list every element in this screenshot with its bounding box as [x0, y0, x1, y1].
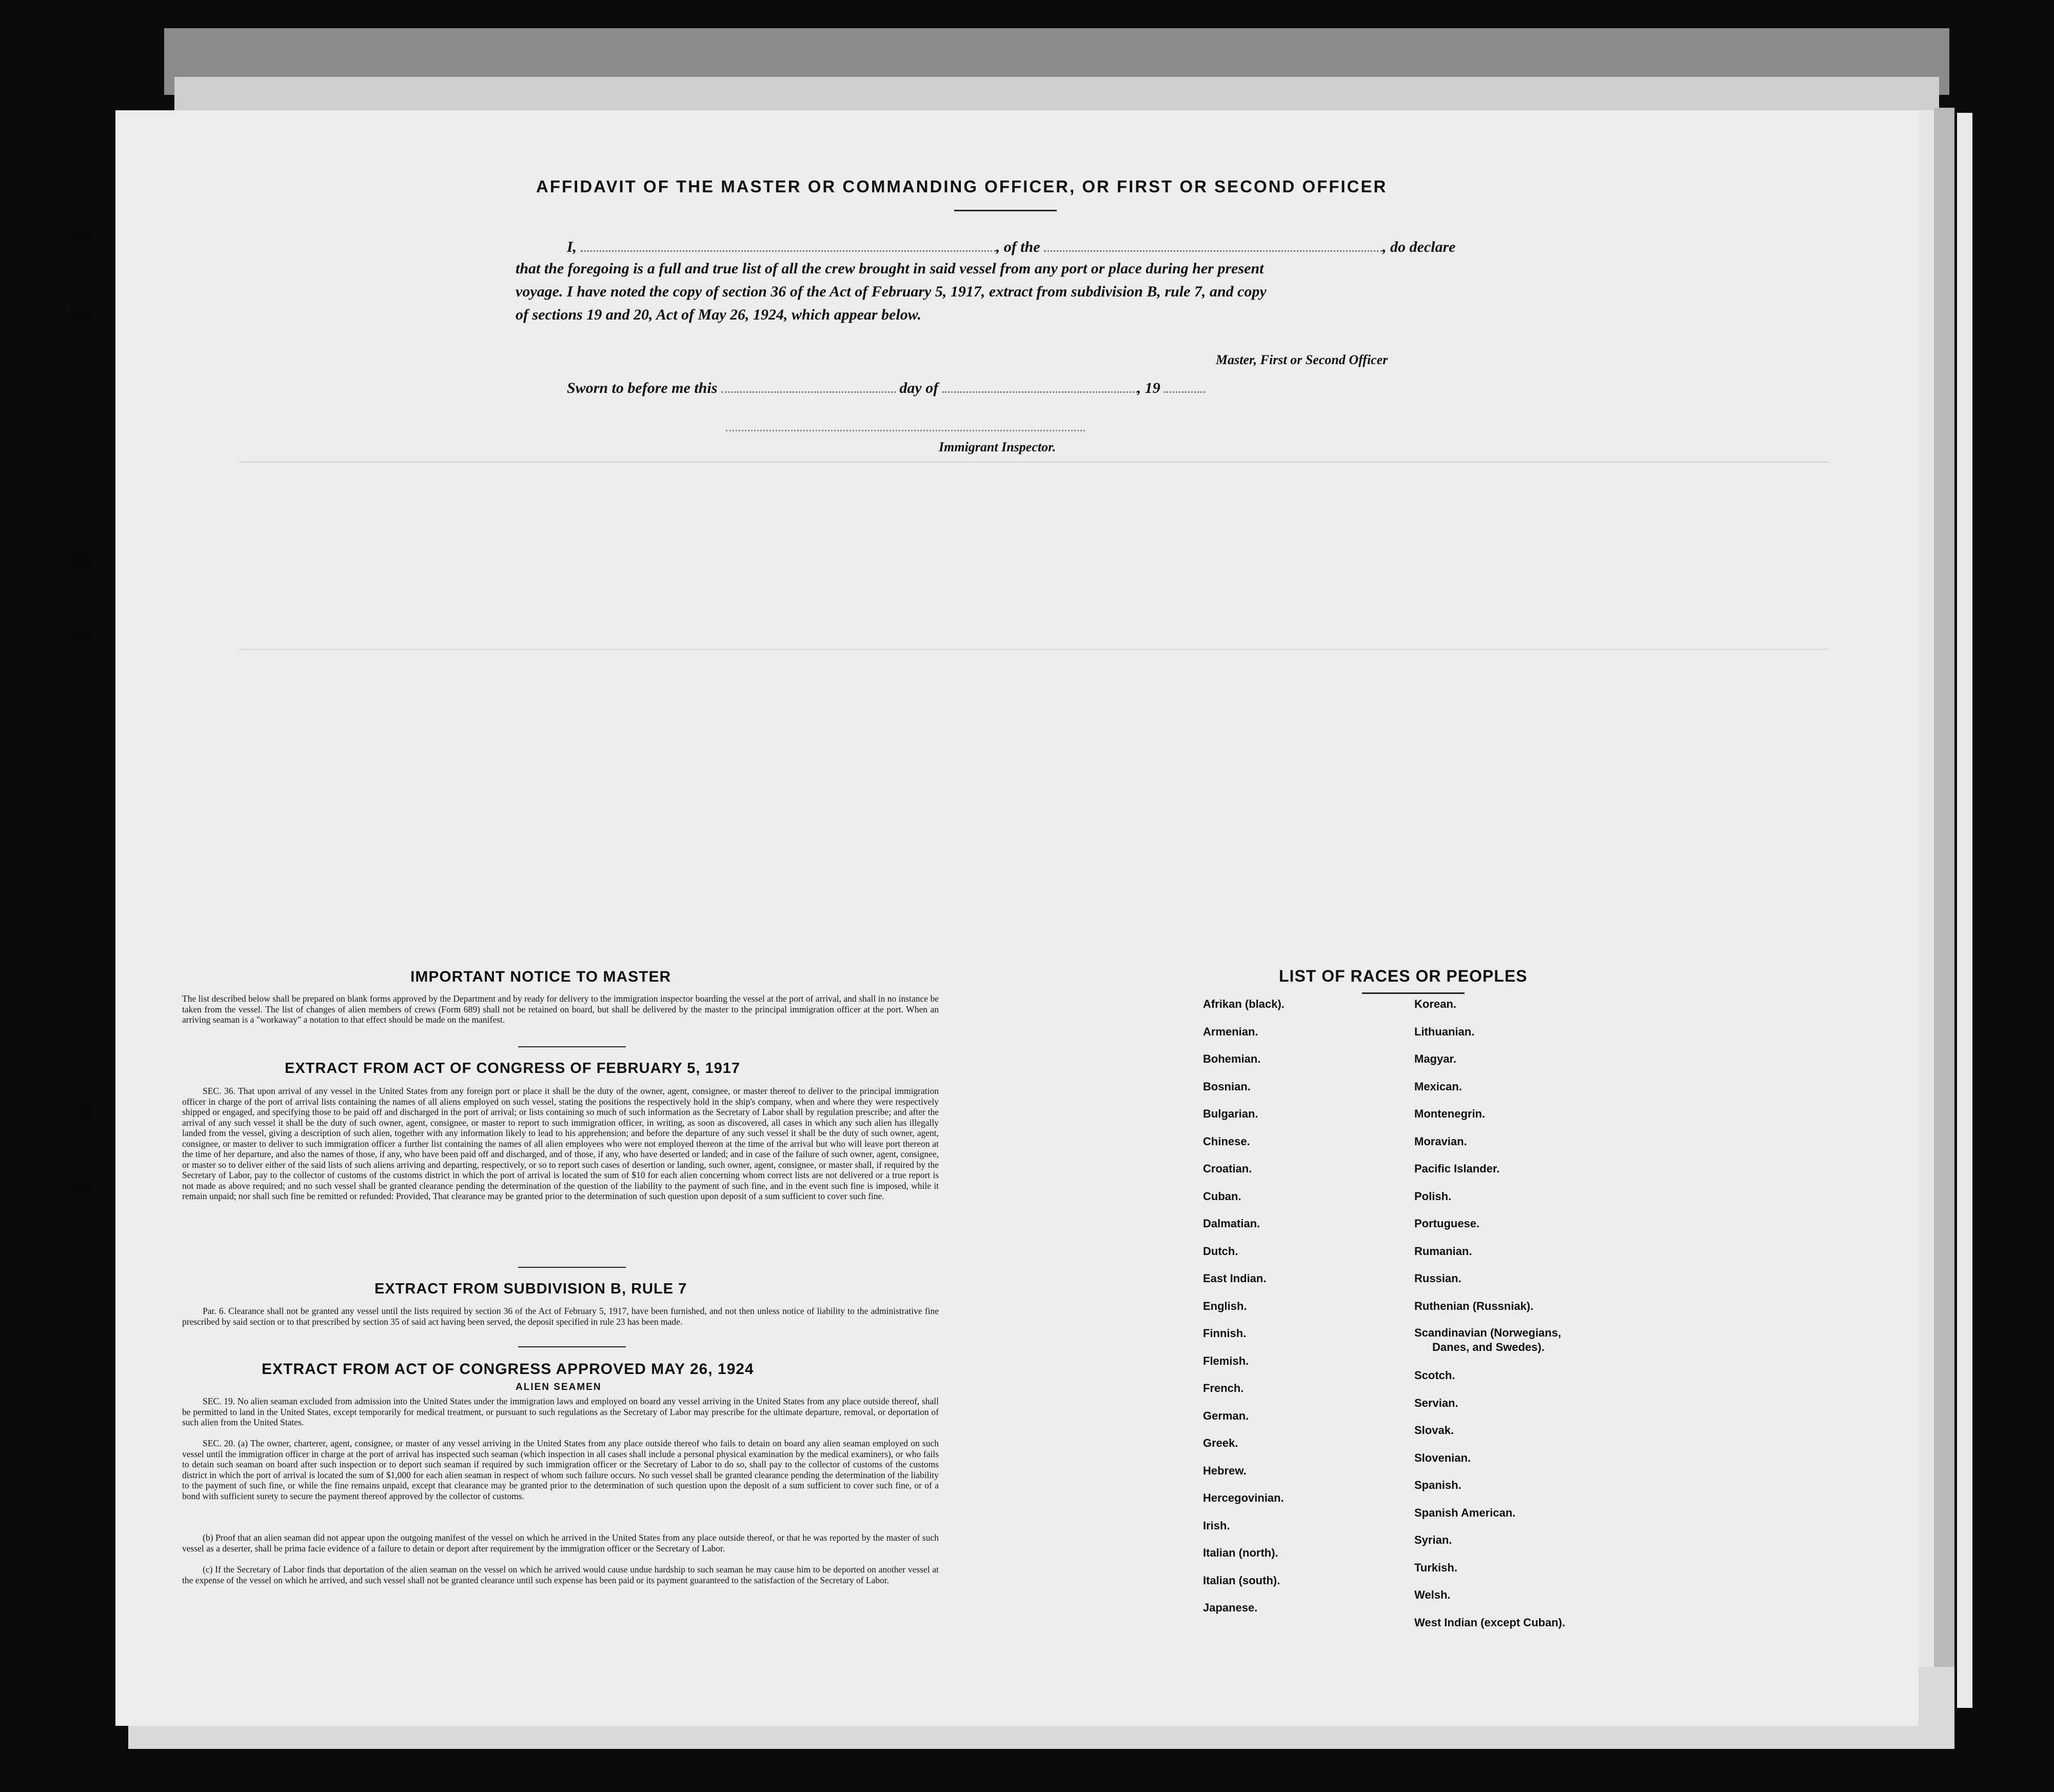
sworn-year-field[interactable]: [1164, 378, 1205, 393]
race-item: Greek.: [1203, 1437, 1238, 1449]
race-item: Chinese.: [1203, 1134, 1250, 1148]
section-rule: [518, 1046, 626, 1047]
race-item: Croatian.: [1203, 1162, 1252, 1175]
race-item: Syrian.: [1414, 1534, 1452, 1546]
declaration-line-4: of sections 19 and 20, Act of May 26, 1924, which appear below.: [516, 306, 922, 323]
race-item: Scotch.: [1414, 1369, 1455, 1382]
races-left-column: [1203, 997, 1285, 1628]
race-item: Slovak.: [1414, 1424, 1454, 1437]
race-item: West Indian (except Cuban).: [1414, 1616, 1566, 1629]
vessel-name-field[interactable]: [1044, 237, 1382, 252]
race-item: Bulgarian.: [1203, 1107, 1258, 1120]
race-item: Pacific Islander.: [1414, 1162, 1500, 1175]
i-label: I,: [567, 238, 577, 255]
declaration-line-1: [567, 237, 1455, 256]
race-item: Afrikan (black).: [1203, 998, 1285, 1010]
race-item: Moravian.: [1414, 1134, 1467, 1148]
race-item: Hebrew.: [1203, 1464, 1247, 1477]
race-item: Slovenian.: [1414, 1451, 1471, 1464]
sec19-text: SEC. 19. No alien seaman excluded from admission into the United States under the immigration laws and employed on board any vessel arriving in the United States from any place outside thereof, shall be permitted to land in the United States, except temporarily for medical treatment, or pursuant to such regulations as the Secretary of Labor may prescribe for the ultimate departure, removal, or deportation of such alien from the United States.: [182, 1396, 939, 1427]
inspector-signature-line[interactable]: [726, 430, 1085, 431]
extract-1917-text: SEC. 36. That upon arrival of any vessel in the United States from any foreign port or place it shall be the duty of the owner, agent, consignee, or master thereof to deliver to the principal immigration officer in charge of the port of arrival lists containing the names of all aliens employed on such vessel, stating the positions the respectively hold in the ship's company, when and where they were respectively shipped or engaged, and specifying those to be paid off and discharged in the port of arrival; or lists containing so much of such information as the Secretary of Labor shall by regulation prescribe; and after the arrival of any such vessel it shall be the duty of such owner, agent, consignee, or master to report to such immigration officer, in writing, as soon as discovered, all cases in which any such alien has illegally landed from the vessel, giving a description of such alien, together with any information likely to lead to his apprehension; and before the departure of any such vessel it shall be the duty of such owner, agent, consignee, or master to deliver to such immigration officer a further list containing the names of all alien employees who were not employed thereon at the time of the arrival but who will leave port thereon at the time of her departure, and also the names of those, if any, who have been paid off and discharged, and of those, if any, who have deserted or landed; and in case of the failure of such owner, agent, consignee, or master so to deliver either of the said lists of such aliens arriving and departing, respectively, or so to report such cases of desertion or landing, such owner, agent, consignee, or master shall, if required by the Secretary of Labor, pay to the collector of customs of the customs district in which the port of arrival is located the sum of $10 for each alien concerning whom correct lists are not delivered or a true report is not made as above required; and no such vessel shall be granted clearance pending the determination of the question of the liability to the payment of such fine, and in the event such fine is imposed, while it remain unpaid; nor shall such fine be remitted or refunded: Provided, That clearance may be granted prior to the determination of such question upon deposit of a sum sufficient to cover such fine.: [182, 1086, 939, 1201]
extract-rule7-title: EXTRACT FROM SUBDIVISION B, RULE 7: [374, 1281, 687, 1297]
races-title-rule: [1362, 992, 1465, 994]
race-item: Flemish.: [1203, 1354, 1249, 1367]
bleed-through-row: [239, 462, 1829, 463]
race-item: Montenegrin.: [1414, 1107, 1486, 1120]
bleed-through-row: [239, 649, 1829, 650]
officer-caption: Master, First or Second Officer: [1216, 352, 1388, 367]
race-item: Ruthenian (Russniak).: [1414, 1299, 1534, 1312]
binder-hole: [69, 226, 93, 249]
day-of-label: day of: [899, 380, 939, 396]
background-sheet-edge: [1957, 113, 1972, 1708]
race-item: Servian.: [1414, 1396, 1458, 1409]
race-item: Irish.: [1203, 1519, 1230, 1532]
affidavit-title: AFFIDAVIT OF THE MASTER OR COMMANDING OFFICER, OR FIRST OR SECOND OFFICER: [536, 177, 1388, 196]
race-item: English.: [1203, 1299, 1247, 1312]
race-item: Lithuanian.: [1414, 1025, 1475, 1038]
race-item: Armenian.: [1203, 1025, 1258, 1038]
master-name-field[interactable]: [581, 237, 996, 252]
declaration-line-3: voyage. I have noted the copy of section 36 of the Act of February 5, 1917, extract from subdivision B, rule 7, and copy: [516, 283, 1267, 300]
title-rule: [954, 210, 1057, 211]
race-item: Italian (north).: [1203, 1546, 1278, 1559]
sec20c-text: (c) If the Secretary of Labor finds that deportation of the alien seaman on the vessel on which he arrived would cause undue hardship to such seaman he may cause him to be deported on another vessel at the expense of the vessel on which he arrived, and such vessel shall not be granted clearance until such expense has been paid or its payment guaranteed to the satisfaction of the Secretary of Labor.: [182, 1564, 939, 1585]
sec20a-text: SEC. 20. (a) The owner, charterer, agent, consignee, or master of any vessel arriving in the United States from any place outside thereof who fails to detain on board any alien seaman employed on such vessel until the immigration officer in charge at the port of arrival has inspected such seaman (which inspection in all cases shall include a personal physical examination by the medical examiners), or who fails to detain such seaman on board after such inspection or to deport such seaman if required by such immigration officer or the Secretary of Labor to do so, shall pay to the collector of customs of the customs district in which the port of arrival is located the sum of $1,000 for each alien seaman in respect of whom such failure occurs. No such vessel shall be granted clearance pending the determination of the liability to the payment of such fine, or while the fine remains unpaid, except that clearance may be granted prior to the determination of such question upon the deposit of a sum sufficient to cover such fine, or of a bond with sufficient surety to secure the payment thereof approved by the collector of customs.: [182, 1438, 939, 1501]
race-item: Spanish.: [1414, 1479, 1462, 1491]
race-item: Dalmatian.: [1203, 1217, 1260, 1230]
race-item: Japanese.: [1203, 1601, 1258, 1614]
race-item: East Indian.: [1203, 1272, 1267, 1285]
race-item: [1414, 1326, 1565, 1368]
race-item: Bosnian.: [1203, 1080, 1251, 1093]
race-item: Italian (south).: [1203, 1574, 1280, 1587]
sworn-label: Sworn to before me this: [567, 380, 718, 396]
race-item: Welsh.: [1414, 1588, 1451, 1601]
race-item: Rumanian.: [1414, 1244, 1472, 1258]
binder-hole: [69, 303, 93, 326]
section-rule: [518, 1346, 626, 1347]
of-the-label: , of the: [996, 238, 1040, 255]
race-item-line: Scandinavian (Norwegians,: [1414, 1326, 1562, 1339]
do-declare-label: , do declare: [1382, 238, 1456, 255]
race-item: Mexican.: [1414, 1080, 1462, 1093]
race-item: Spanish American.: [1414, 1506, 1516, 1519]
race-item: Cuban.: [1203, 1189, 1241, 1203]
race-item: Korean.: [1414, 998, 1456, 1010]
race-item: Hercegovinian.: [1203, 1491, 1284, 1504]
background-sheet-edge: [1934, 108, 1954, 1708]
binder-hole: [69, 1100, 93, 1124]
races-right-column: [1414, 997, 1565, 1642]
binder-hole: [69, 549, 93, 572]
race-item: Finnish.: [1203, 1327, 1247, 1340]
race-item: Portuguese.: [1414, 1217, 1480, 1230]
race-item: Turkish.: [1414, 1561, 1457, 1574]
notice-title: IMPORTANT NOTICE TO MASTER: [410, 968, 672, 985]
binder-hole: [69, 626, 93, 649]
inspector-caption: Immigrant Inspector.: [939, 440, 1056, 454]
sworn-day-field[interactable]: [721, 378, 896, 393]
sec20b-text: (b) Proof that an alien seaman did not appear upon the outgoing manifest of the vessel on which he arrived in the United States from any place outside thereof, or that he was reported by the master of such vessel as a deserter, shall be prima facie evidence of a failure to detain or deport after requirement by the immigration officer or the Secretary of Labor.: [182, 1532, 939, 1554]
year-label: , 19: [1137, 380, 1160, 396]
section-rule: [518, 1267, 626, 1268]
alien-seamen-subtitle: ALIEN SEAMEN: [516, 1382, 602, 1392]
declaration-line-2: that the foregoing is a full and true list of all the crew brought in said vessel from any port or place during her present: [516, 260, 1264, 277]
races-title: LIST OF RACES OR PEOPLES: [1279, 967, 1528, 985]
race-item: Magyar.: [1414, 1052, 1456, 1065]
extract-rule7-text: Par. 6. Clearance shall not be granted any vessel until the lists required by section 36 of the Act of February 5, 1917, have been furnished, and not then unless notice of liability to the administrative fine prescribed by said section or to that prescribed by section 35 of said act having been served, the deposit specified in rule 23 has been made.: [182, 1306, 939, 1327]
race-item: Bohemian.: [1203, 1052, 1261, 1065]
sworn-line: [567, 378, 1205, 397]
race-item: Dutch.: [1203, 1244, 1238, 1258]
extract-1917-title: EXTRACT FROM ACT OF CONGRESS OF FEBRUARY 5, 1917: [285, 1060, 741, 1077]
race-item: German.: [1203, 1409, 1249, 1422]
race-item: Russian.: [1414, 1272, 1462, 1285]
race-item: Polish.: [1414, 1189, 1452, 1203]
binder-hole: [69, 1177, 93, 1201]
notice-text: The list described below shall be prepared on blank forms approved by the Department and by ready for delivery to the immigration inspector boarding the vessel at the port of arrival, and shall in no instance be taken from the vessel. The list of changes of alien members of crews (Form 689) shall not be retained on board, but shall be delivered by the master to the principal immigration officer at the port. When an arriving seaman is a "workaway" a notation to that effect should be made on the manifest.: [182, 993, 939, 1025]
race-item-line: Danes, and Swedes).: [1432, 1341, 1545, 1353]
extract-1924-title: EXTRACT FROM ACT OF CONGRESS APPROVED MAY 26, 1924: [262, 1361, 754, 1378]
race-item: French.: [1203, 1382, 1244, 1395]
sworn-month-field[interactable]: [942, 378, 1137, 393]
